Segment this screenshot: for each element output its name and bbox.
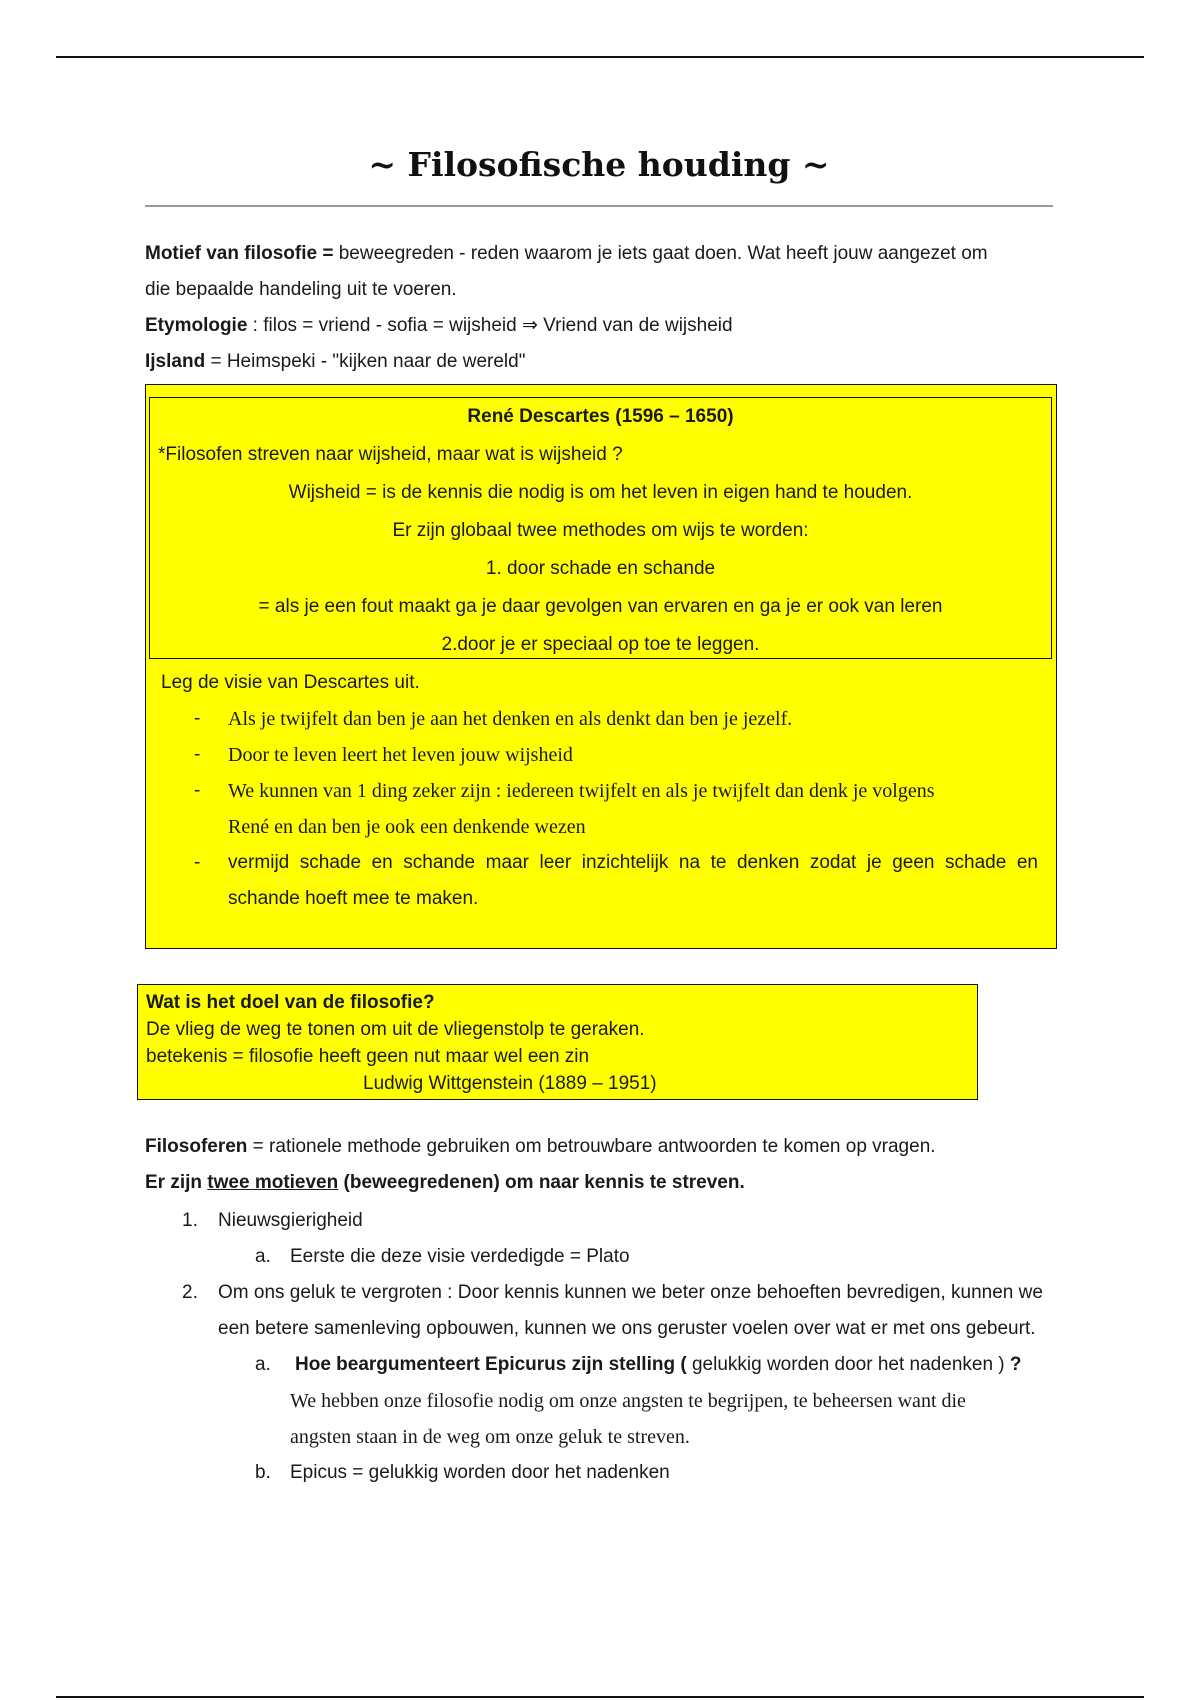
bullet-dash: -	[194, 708, 201, 729]
motives-post: (beweegredenen) om naar kennis te streven.	[338, 1172, 745, 1193]
page-title: ~ Filosofische houding ~	[368, 145, 830, 184]
doel-box	[137, 984, 978, 1100]
epicurus-question	[295, 1347, 1022, 1383]
list-letter: b.	[255, 1462, 271, 1483]
list-item: Om ons geluk te vergroten : Door kennis kunnen we beter onze behoeften bevredigen, kunnen we	[218, 1282, 1043, 1303]
epicurus-question-mark: ?	[1004, 1354, 1022, 1375]
ijsland-label: Ijsland	[145, 351, 206, 372]
motives-underlined: twee motieven	[207, 1172, 339, 1193]
bullet-item: Als je twijfelt dan ben je aan het denken en als denkt dan ben je jezelf.	[228, 708, 793, 730]
list-subitem: Eerste die deze visie verdedigde = Plato	[290, 1246, 630, 1267]
bullet-item: Door te leven leert het leven jouw wijsheid	[228, 744, 573, 766]
top-rule	[56, 56, 1144, 58]
list-item: Nieuwsgierigheid	[218, 1210, 363, 1231]
bottom-rule	[56, 1696, 1144, 1698]
epicurus-question-normal: gelukkig worden door het nadenken )	[686, 1354, 1005, 1375]
doel-heading: Wat is het doel van de filosofie?	[146, 992, 435, 1013]
bullet-dash: -	[194, 852, 201, 873]
motief-text-2: die bepaalde handeling uit te voeren.	[145, 279, 457, 300]
wijsheid-definition: Wijsheid = is de kennis die nodig is om het leven in eigen hand te houden.	[288, 482, 913, 503]
motief-text-1: beweegreden - reden waarom je iets gaat doen. Wat heeft jouw aangezet om	[333, 243, 988, 264]
descartes-heading: René Descartes (1596 – 1650)	[467, 406, 734, 427]
method-1: 1. door schade en schande	[485, 558, 716, 579]
bullet-dash: -	[194, 780, 201, 801]
list-letter: a.	[255, 1246, 271, 1267]
descartes-inner-box	[149, 397, 1052, 659]
motives-pre: Er zijn	[145, 1172, 208, 1193]
motives-heading	[145, 1165, 1065, 1201]
etymologie-label: Etymologie	[145, 315, 248, 336]
filosoferen-label: Filosoferen	[145, 1136, 248, 1157]
epicurus-answer-continued: angsten staan in de weg om onze geluk te streven.	[290, 1426, 690, 1448]
list-subitem: Epicus = gelukkig worden door het nadenken	[290, 1462, 670, 1483]
methods-intro: Er zijn globaal twee methodes om wijs te worden:	[392, 520, 809, 541]
etymologie-text: : filos = vriend - sofia = wijsheid ⇒ Vriend van de wijsheid	[247, 315, 733, 336]
filosoferen-text: = rationele methode gebruiken om betrouwbare antwoorden te komen op vragen.	[247, 1136, 936, 1157]
motief-paragraph	[145, 236, 1055, 380]
bullet-dash: -	[194, 744, 201, 765]
visie-prompt: Leg de visie van Descartes uit.	[161, 672, 420, 693]
descartes-box	[145, 384, 1057, 949]
epicurus-question-bold: Hoe beargumenteert Epicurus zijn stelling (	[295, 1354, 687, 1375]
doel-line-2: betekenis = filosofie heeft geen nut maar wel een zin	[146, 1046, 590, 1067]
list-number: 2.	[182, 1282, 198, 1303]
ijsland-text: = Heimspeki - "kijken naar de wereld"	[205, 351, 526, 372]
bullet-item-continued: René en dan ben je ook een denkende wezen	[228, 816, 586, 838]
bullet-item: We kunnen van 1 ding zeker zijn : iedereen twijfelt en als je twijfelt dan denk je volgens	[228, 780, 935, 802]
bullet-item-continued: schande hoeft mee te maken.	[228, 888, 479, 909]
bullet-item: vermijd schade en schande maar leer inzichtelijk na te denken zodat je geen schade en	[228, 852, 1038, 873]
descartes-question: *Filosofen streven naar wijsheid, maar wat is wijsheid ?	[158, 444, 623, 465]
title-underline	[145, 205, 1053, 207]
epicurus-answer: We hebben onze filosofie nodig om onze angsten te begrijpen, te beheersen want die	[290, 1390, 966, 1412]
list-number: 1.	[182, 1210, 198, 1231]
filosoferen-section	[145, 1129, 1065, 1201]
list-letter: a.	[255, 1354, 271, 1375]
motief-label: Motief van filosofie =	[145, 243, 334, 264]
method-2: 2.door je er speciaal op toe te leggen.	[441, 634, 760, 655]
doel-attribution: Ludwig Wittgenstein (1889 – 1951)	[363, 1073, 657, 1094]
list-item-continued: een betere samenleving opbouwen, kunnen we ons geruster voelen over wat er met ons gebeurt.	[218, 1318, 1036, 1339]
method-1-explanation: = als je een fout maakt ga je daar gevolgen van ervaren en ga je er ook van leren	[258, 596, 943, 617]
doel-line-1: De vlieg de weg te tonen om uit de vliegenstolp te geraken.	[146, 1019, 645, 1040]
